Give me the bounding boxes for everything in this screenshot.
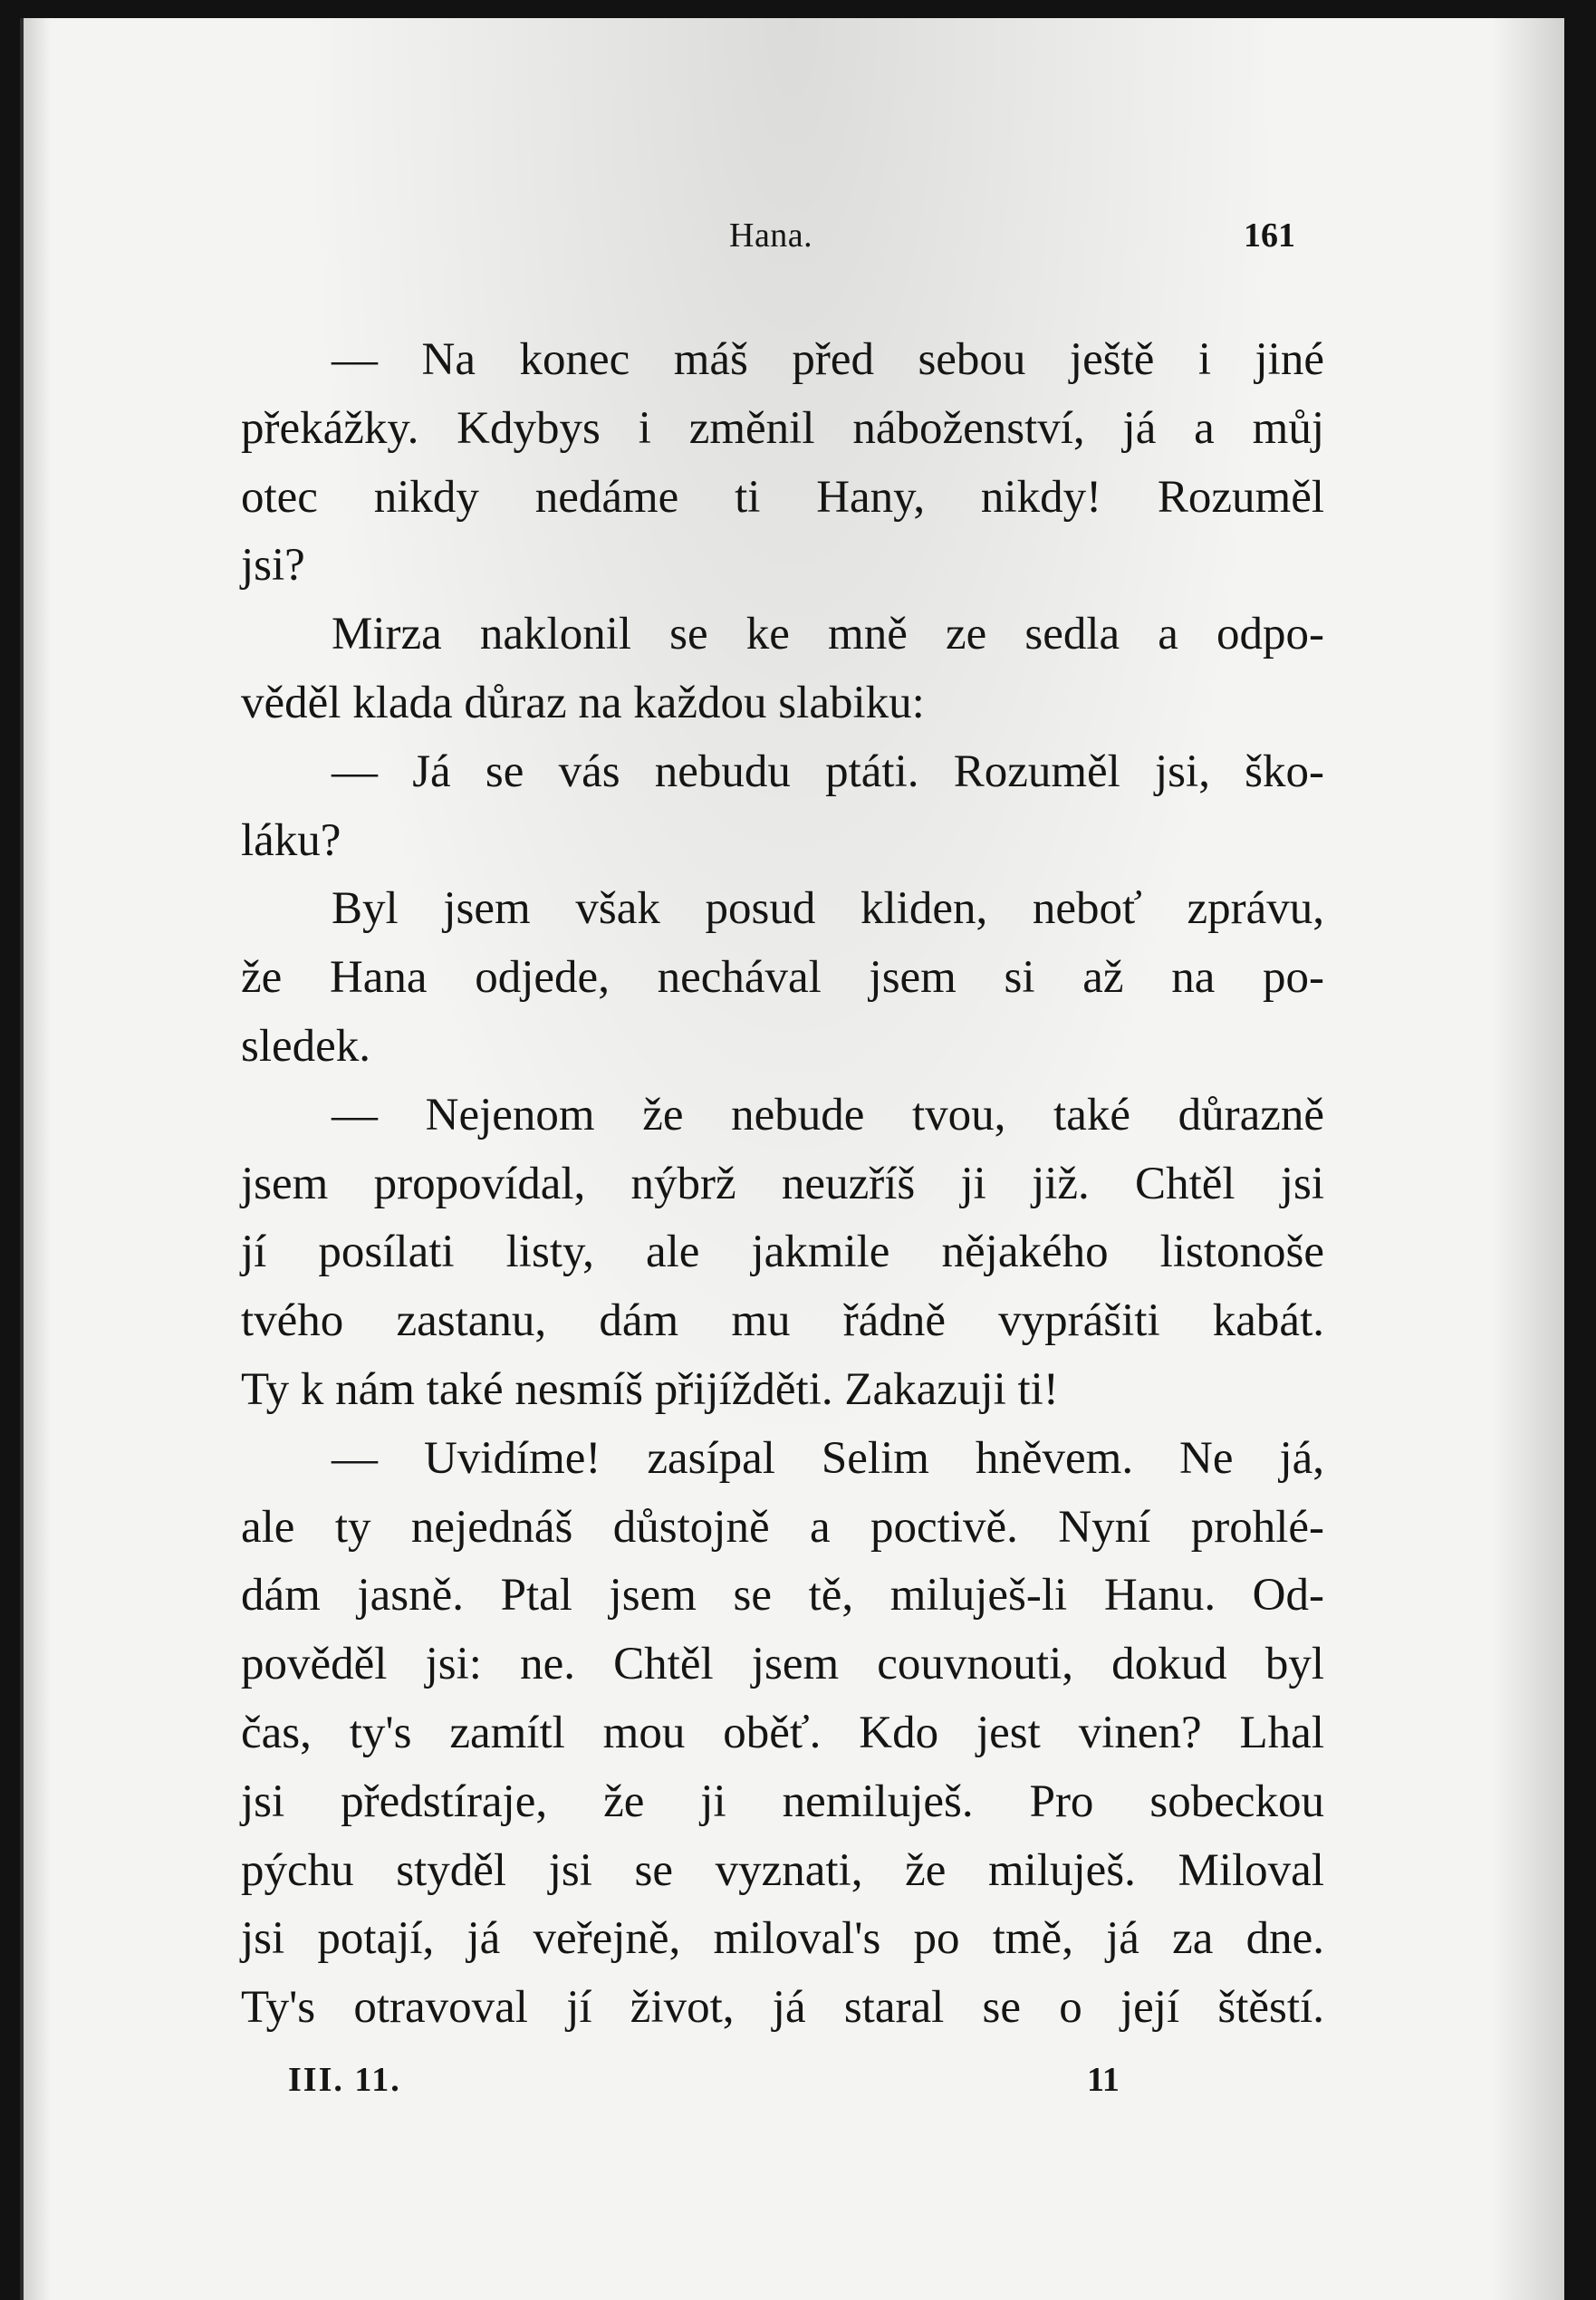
text-line: — Já se vás nebudu ptáti. Rozuměl jsi, ško- — [332, 746, 1324, 797]
text-line: dám jasně. Ptal jsem se tě, miluješ-li Hanu. Od- — [241, 1570, 1324, 1622]
text-line: jsem propovídal, nýbrž neuzříš ji již. Chtěl jsi — [241, 1158, 1324, 1209]
text-line: Ty k nám také nesmíš přijížděti. Zakazuji ti! — [241, 1363, 1059, 1415]
text-line: pýchu styděl jsi se vyznati, že miluješ. Miloval — [241, 1844, 1324, 1896]
text-line: věděl klada důraz na každou slabiku: — [241, 677, 925, 728]
text-line: překážky. Kdybys i změnil náboženství, já a můj — [241, 402, 1324, 454]
text-line: pověděl jsi: ne. Chtěl jsem couvnouti, dokud byl — [241, 1639, 1324, 1690]
page-spine-edge — [20, 18, 24, 2300]
text-line: ale ty nejednáš důstojně a poctivě. Nyní prohlé- — [241, 1501, 1324, 1553]
text-line: — Na konec máš před sebou ještě i jiné — [332, 334, 1324, 385]
text-line: jsi potají, já veřejně, miloval's po tmě, já za dne. — [241, 1913, 1324, 1965]
text-line: sledek. — [241, 1020, 371, 1072]
text-line: Byl jsem však posud kliden, neboť zprávu, — [332, 883, 1324, 935]
printer-signature: III. 11. — [288, 2061, 401, 2099]
text-line: jsi předstíraje, že ji nemiluješ. Pro sobeckou — [241, 1776, 1324, 1827]
text-line: — Uvidíme! zasípal Selim hněvem. Ne já, — [332, 1432, 1324, 1484]
text-line: že Hana odjede, nechával jsem si až na po- — [241, 952, 1324, 1004]
text-line: Mirza naklonil se ke mně ze sedla a odpo- — [332, 609, 1324, 660]
text-line: láku? — [241, 814, 341, 866]
body-text — [241, 326, 1324, 2043]
text-line: čas, ty's zamítl mou oběť. Kdo jest vinen? Lhal — [241, 1707, 1324, 1758]
text-line: jsi? — [241, 540, 305, 592]
page-number: 161 — [1244, 217, 1295, 255]
text-line: tvého zastanu, dám mu řádně vyprášiti kabát. — [241, 1295, 1324, 1347]
running-head: Hana. — [729, 217, 813, 255]
signature-number: 11 — [1087, 2061, 1120, 2099]
text-line: Ty's otravoval jí život, já staral se o její štěstí. — [241, 1982, 1324, 2034]
text-line: — Nejenom že nebude tvou, také důrazně — [332, 1089, 1324, 1140]
text-line: otec nikdy nedáme ti Hany, nikdy! Rozuměl — [241, 471, 1324, 523]
text-line: jí posílati listy, ale jakmile nějakého listonoše — [241, 1227, 1324, 1278]
